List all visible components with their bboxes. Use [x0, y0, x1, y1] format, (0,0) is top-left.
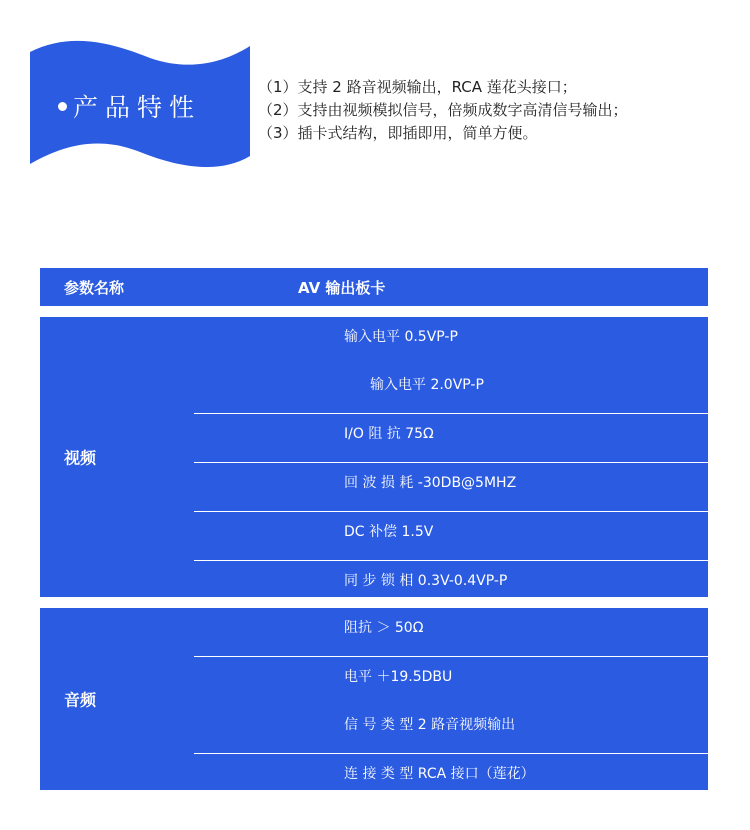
- video-label-cell: [40, 317, 194, 597]
- table-row: 回 波 损 耗 -30DB@5MHZ: [194, 463, 708, 499]
- table-row: 同 步 锁 相 0.3V-0.4VP-P: [194, 561, 708, 597]
- table-header: [40, 268, 708, 306]
- audio-group: [40, 608, 708, 790]
- row-divider-strip: [194, 401, 708, 413]
- row-divider-strip: [194, 499, 708, 511]
- audio-rows: [194, 608, 708, 790]
- table-row: 输入电平 2.0VP-P: [194, 365, 708, 401]
- table-row: 电平 ＋19.5DBU: [194, 657, 708, 693]
- feature-item: （1）支持 2 路音视频输出，RCA 莲花头接口；: [258, 78, 577, 96]
- table-row: 信 号 类 型 2 路音视频输出: [194, 705, 708, 741]
- table-row: 连 接 类 型 RCA 接口（莲花）: [194, 754, 708, 790]
- feature-item: （2）支持由视频模拟信号，倍频成数字高清信号输出；: [258, 101, 628, 119]
- audio-label: 音频: [64, 690, 97, 710]
- table-row: 输入电平 0.5VP-P: [194, 317, 708, 353]
- row-divider-strip: [194, 693, 708, 705]
- feature-item: （3）插卡式结构，即插即用，简单方便。: [258, 124, 538, 142]
- bullet-dot-icon: [58, 102, 67, 111]
- video-rows: [194, 317, 708, 597]
- banner-title: [30, 88, 245, 124]
- row-divider-strip: [194, 548, 708, 560]
- table-row: I/O 阻 抗 75Ω: [194, 414, 708, 450]
- feature-list: [258, 76, 750, 145]
- table-row: DC 补偿 1.5V: [194, 512, 708, 548]
- video-label: 视频: [64, 448, 97, 468]
- video-group: [40, 317, 708, 597]
- table-row: 阻抗 ＞ 50Ω: [194, 608, 708, 644]
- header-value-label: AV 输出板卡: [298, 279, 386, 297]
- row-divider-strip: [194, 450, 708, 462]
- banner-title-text: 产品特性: [73, 93, 202, 122]
- audio-label-cell: [40, 608, 194, 790]
- row-divider-strip: [194, 353, 708, 365]
- row-divider-strip: [194, 741, 708, 753]
- header-param-label: 参数名称: [64, 279, 125, 297]
- row-divider-strip: [194, 644, 708, 656]
